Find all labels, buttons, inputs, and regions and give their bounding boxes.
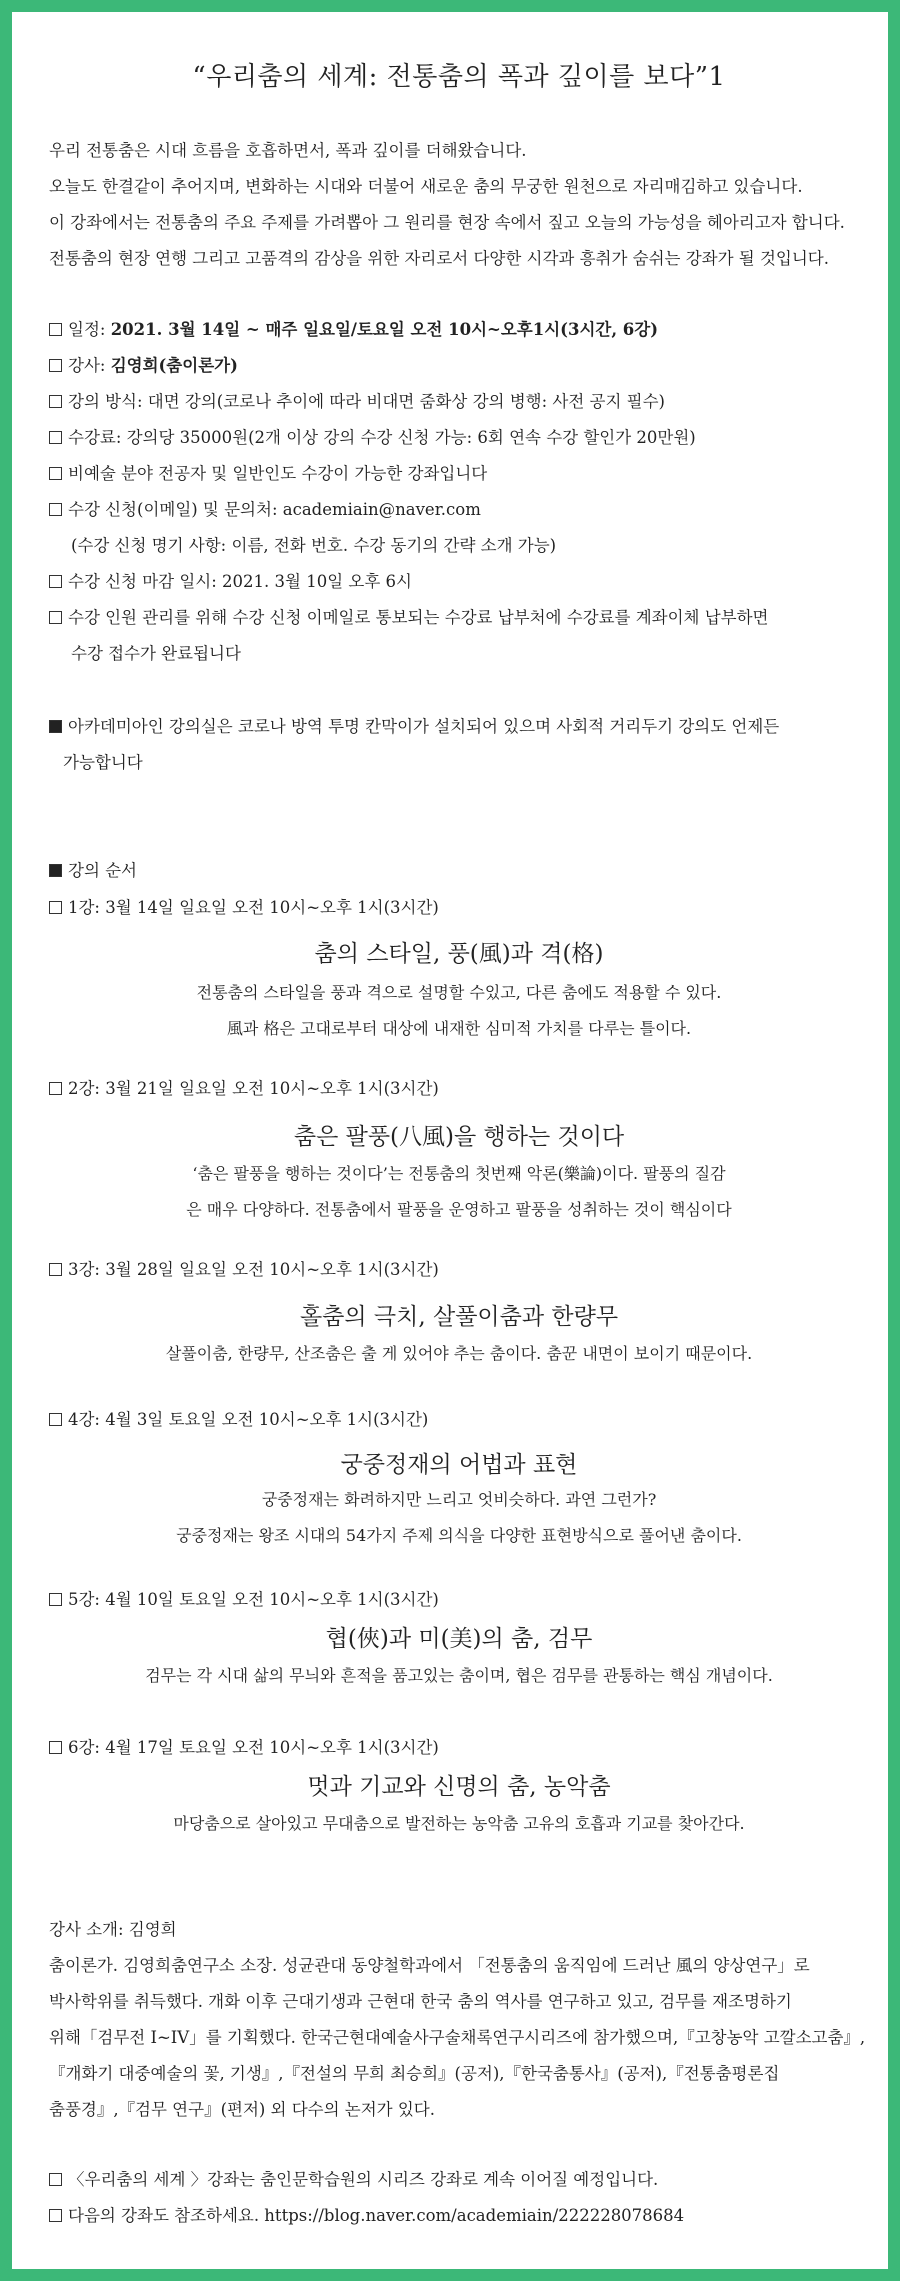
intro-line: 전통춤의 현장 연행 그리고 고품격의 감상을 위한 자리로서 다양한 시각과 흥취가 숨쉬는 강좌가 될 것입니다. (49, 249, 829, 268)
info-payment: 수강 인원 관리를 위해 수강 신청 이메일로 통보되는 수강료 납부처에 수강료를 계좌이체 납부하면 (49, 600, 769, 636)
checkbox-icon (49, 1413, 62, 1426)
checkbox-icon (49, 323, 62, 336)
info-schedule: 일정: 2021. 3월 14일 ~ 매주 일요일/토요일 오전 10시~오후1시(3시간, 6강) (49, 312, 658, 348)
lecture-desc: ‘춤은 팔풍을 행하는 것이다’는 전통춤의 첫번째 악론(樂論)이다. 팔풍의 질감 (192, 1164, 726, 1183)
lecture-title: 홀춤의 극치, 살풀이춤과 한량무 (299, 1304, 619, 1330)
info-apply-note: (수강 신청 명기 사항: 이름, 전화 번호. 수강 동기의 간략 소개 가능) (71, 536, 557, 555)
lecture-date: 2강: 3월 21일 일요일 오전 10시~오후 1시(3시간) (49, 1071, 439, 1107)
info-apply: 수강 신청(이메일) 및 문의처: academiain@naver.com (49, 492, 481, 528)
schedule-value: 2021. 3월 14일 ~ 매주 일요일/토요일 오전 10시~오후1시(3시간, 6강) (110, 320, 659, 339)
info-instructor: 강사: 김영희(춤이론가) (49, 348, 238, 384)
checkbox-icon (49, 611, 62, 624)
intro-line: 이 강좌에서는 전통춤의 주요 주제를 가려뽑아 그 원리를 현장 속에서 짚고 오늘의 가능성을 헤아리고자 합니다. (49, 213, 845, 232)
blog-link[interactable]: 다음의 강좌도 참조하세요. https://blog.naver.com/academiain/222228078684 (68, 2206, 685, 2225)
footer-series: 〈우리춤의 세계 〉강좌는 춤인문학습원의 시리즈 강좌로 계속 이어질 예정입니다. (49, 2162, 658, 2198)
page-title: “우리춤의 세계: 전통춤의 폭과 깊이를 보다”1 (192, 62, 726, 92)
checkbox-icon (49, 431, 62, 444)
info-open: 비예술 분야 전공자 및 일반인도 수강이 가능한 강좌입니다 (49, 456, 487, 492)
square-bullet-icon (49, 720, 62, 733)
lecture-title: 춤은 팔풍(八風)을 행하는 것이다 (293, 1124, 625, 1150)
notice-line: 아카데미아인 강의실은 코로나 방역 투명 칸막이가 설치되어 있으며 사회적 거리두기 강의도 언제든 (49, 709, 779, 745)
lecture-desc: 검무는 각 시대 삶의 무늬와 흔적을 품고있는 춤이며, 협은 검무를 관통하는 핵심 개념이다. (145, 1666, 773, 1685)
lecture-title: 춤의 스타일, 풍(風)과 격(格) (314, 941, 604, 967)
checkbox-icon (49, 2173, 62, 2186)
checkbox-icon (49, 901, 62, 914)
bio-line: 춤풍경』,『검무 연구』(편저) 외 다수의 논저가 있다. (49, 2100, 435, 2119)
bio-line: 춤이론가. 김영희춤연구소 소장. 성균관대 동양철학과에서 「전통춤의 움직임에 드러난 風의 양상연구」로 (49, 1956, 810, 1975)
notice-line-cont: 가능합니다 (63, 753, 143, 772)
lecture-desc: 風과 格은 고대로부터 대상에 내재한 심미적 가치를 다루는 틀이다. (226, 1019, 692, 1038)
info-method: 강의 방식: 대면 강의(코로나 추이에 따라 비대면 줌화상 강의 병행: 사전 공지 필수) (49, 384, 665, 420)
checkbox-icon (49, 467, 62, 480)
lecture-date: 6강: 4월 17일 토요일 오전 10시~오후 1시(3시간) (49, 1730, 439, 1766)
checkbox-icon (49, 395, 62, 408)
order-heading: 강의 순서 (49, 853, 137, 889)
checkbox-icon (49, 1082, 62, 1095)
lecture-desc: 궁중정재는 화려하지만 느리고 엇비슷하다. 과연 그런가? (261, 1490, 657, 1509)
lecture-date: 4강: 4월 3일 토요일 오전 10시~오후 1시(3시간) (49, 1402, 428, 1438)
lecture-date: 5강: 4월 10일 토요일 오전 10시~오후 1시(3시간) (49, 1582, 439, 1618)
notice-page (12, 12, 888, 2269)
checkbox-icon (49, 359, 62, 372)
checkbox-icon (49, 1593, 62, 1606)
lecture-date: 3강: 3월 28일 일요일 오전 10시~오후 1시(3시간) (49, 1252, 439, 1288)
lecture-desc: 은 매우 다양하다. 전통춤에서 팔풍을 운영하고 팔풍을 성취하는 것이 핵심이다 (186, 1200, 732, 1219)
lecture-desc: 전통춤의 스타일을 풍과 격으로 설명할 수있고, 다른 춤에도 적용할 수 있다. (196, 983, 722, 1002)
lecture-desc: 살풀이춤, 한량무, 산조춤은 출 게 있어야 추는 춤이다. 춤꾼 내면이 보이기 때문이다. (165, 1344, 753, 1363)
bio-line: 『개화기 대중예술의 꽃, 기생』,『전설의 무희 최승희』(공저),『한국춤통사』(공저),『전통춤평론집 (49, 2064, 780, 2083)
square-bullet-icon (49, 864, 62, 877)
checkbox-icon (49, 503, 62, 516)
bio-line: 박사학위를 취득했다. 개화 이후 근대기생과 근현대 한국 춤의 역사를 연구하고 있고, 검무를 재조명하기 (49, 1992, 792, 2011)
lecture-desc: 마당춤으로 살아있고 무대춤으로 발전하는 농악춤 고유의 호흡과 기교를 찾아간다. (173, 1814, 745, 1833)
info-fee: 수강료: 강의당 35000원(2개 이상 강의 수강 신청 가능: 6회 연속 수강 할인가 20만원) (49, 420, 696, 456)
lecture-title: 궁중정재의 어법과 표현 (340, 1452, 578, 1478)
lecture-title: 협(俠)과 미(美)의 춤, 검무 (325, 1626, 593, 1652)
checkbox-icon (49, 1263, 62, 1276)
info-deadline: 수강 신청 마감 일시: 2021. 3월 10일 오후 6시 (49, 564, 412, 600)
lecture-desc: 궁중정재는 왕조 시대의 54가지 주제 의식을 다양한 표현방식으로 풀어낸 춤이다. (176, 1526, 742, 1545)
footer-link (49, 2198, 684, 2234)
checkbox-icon (49, 575, 62, 588)
lecture-date: 1강: 3월 14일 일요일 오전 10시~오후 1시(3시간) (49, 890, 439, 926)
lecture-title: 멋과 기교와 신명의 춤, 농악춤 (307, 1774, 611, 1800)
intro-line: 우리 전통춤은 시대 흐름을 호흡하면서, 폭과 깊이를 더해왔습니다. (49, 141, 527, 160)
intro-line: 오늘도 한결같이 추어지며, 변화하는 시대와 더불어 새로운 춤의 무궁한 원천으로 자리매김하고 있습니다. (49, 177, 803, 196)
info-payment-cont: 수강 접수가 완료됩니다 (71, 644, 241, 663)
checkbox-icon (49, 1741, 62, 1754)
bio-line: 위해「검무전 I~IV」를 기획했다. 한국근현대예술사구술채록연구시리즈에 참가했으며,『고창농악 고깔소고춤』, (49, 2028, 866, 2047)
instructor-value: 김영희(춤이론가) (110, 356, 238, 375)
bio-heading: 강사 소개: 김영희 (49, 1920, 177, 1939)
checkbox-icon (49, 2209, 62, 2222)
